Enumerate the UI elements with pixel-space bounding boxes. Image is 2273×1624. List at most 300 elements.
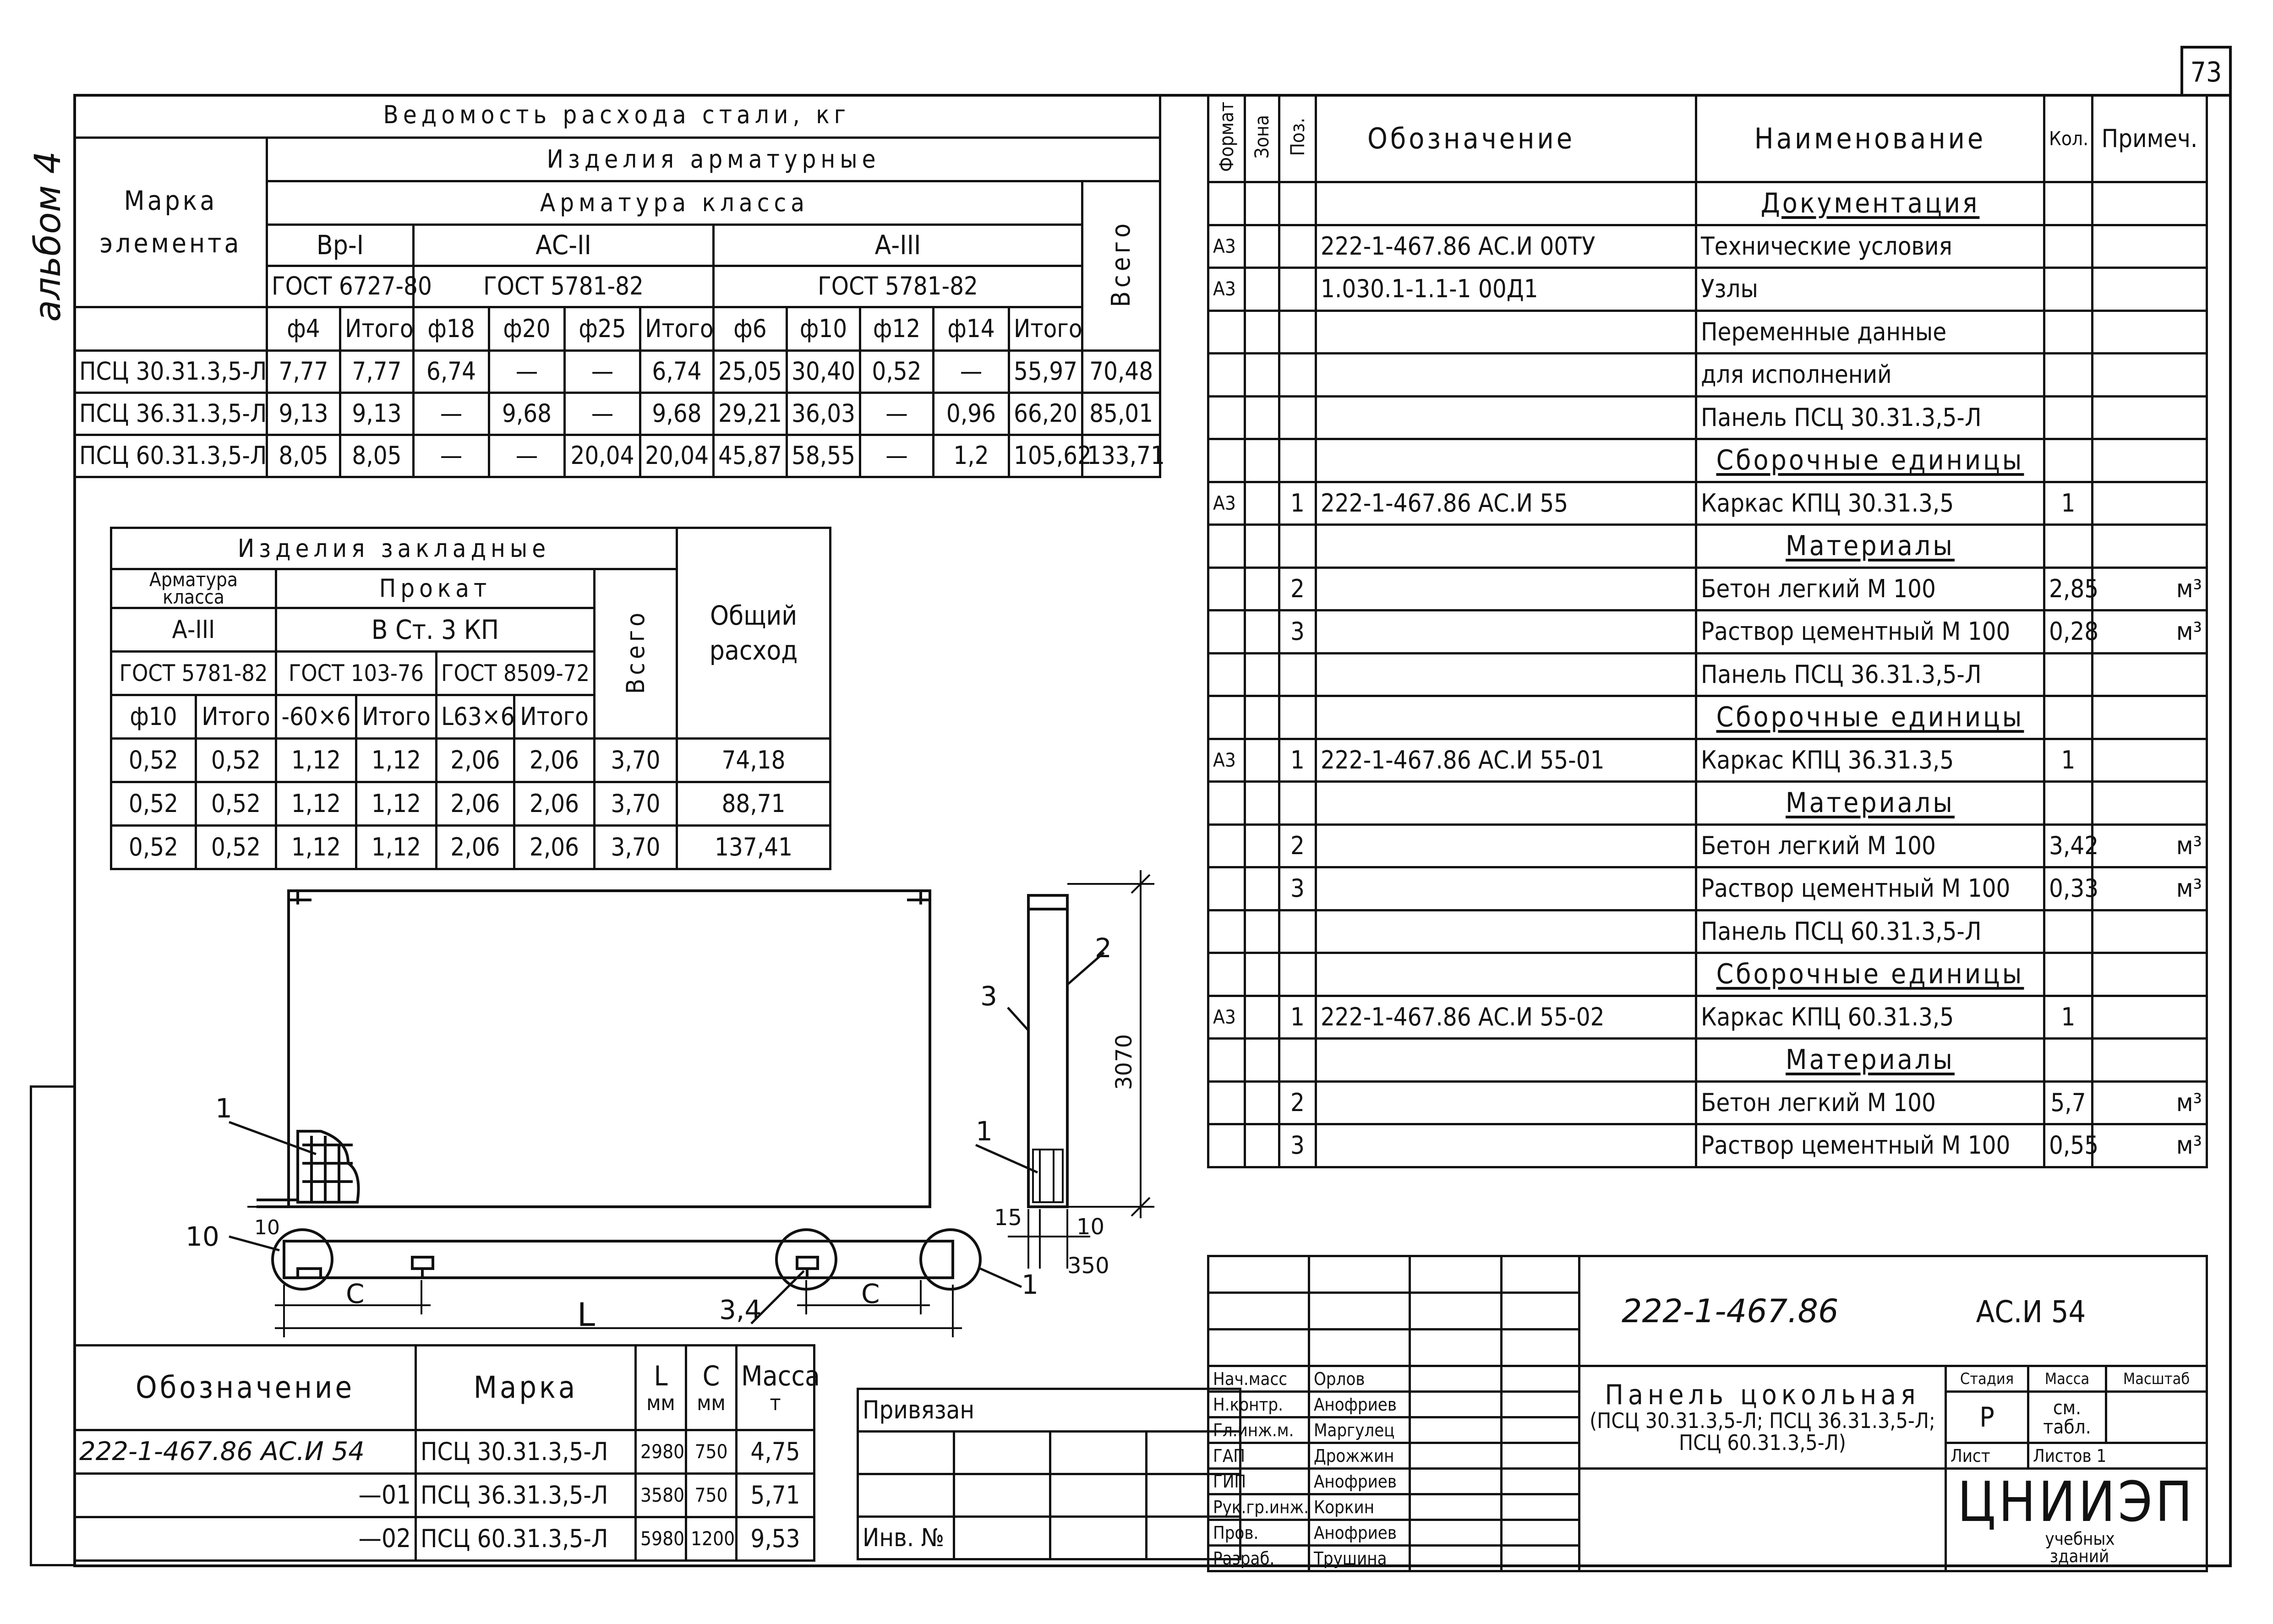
date-cell bbox=[1502, 1546, 1579, 1571]
steel-value: 1,2 bbox=[934, 435, 1009, 477]
title-cell bbox=[1579, 1366, 1946, 1469]
spec-qty: 3,42 bbox=[2044, 824, 2093, 867]
spec-designation: 222-1-467.86 АС.И 55-02 bbox=[1316, 996, 1696, 1039]
column-header: Итого bbox=[340, 307, 414, 350]
date-cell bbox=[1502, 1443, 1579, 1469]
steel-value: 20,04 bbox=[640, 435, 714, 477]
dim-350: 350 bbox=[1067, 1253, 1109, 1279]
embedded-value: 3,70 bbox=[595, 739, 677, 782]
spec-name: Бетон легкий М 100 bbox=[1696, 1081, 2044, 1124]
spec-name: Бетон легкий М 100 bbox=[1696, 824, 2044, 867]
spec-section-title: Материалы bbox=[1696, 525, 2044, 568]
table-row bbox=[1208, 1256, 2207, 1293]
spec-pos: 1 bbox=[1279, 996, 1316, 1039]
inventory-label: Инв. № bbox=[858, 1517, 954, 1559]
steel-value: 36,03 bbox=[787, 392, 860, 435]
staff-name: Анофриев bbox=[1309, 1520, 1410, 1546]
spec-format: А3 bbox=[1208, 225, 1245, 268]
label-pos-34: 3,4 bbox=[719, 1294, 762, 1325]
spec-section-title: Материалы bbox=[1696, 1039, 2044, 1082]
blank-cell bbox=[954, 1432, 1050, 1474]
signature-cell bbox=[1410, 1443, 1502, 1469]
spec-section-title: Сборочные единицы bbox=[1696, 439, 2044, 482]
column-header: ф25 bbox=[565, 307, 640, 350]
embedded-title: Изделия закладные bbox=[111, 528, 677, 569]
spec-pos: 3 bbox=[1279, 1124, 1316, 1167]
label-pos-3: 3 bbox=[980, 981, 997, 1012]
embedded-value: 2,06 bbox=[437, 782, 514, 826]
embedded-value: 88,71 bbox=[677, 782, 831, 826]
album-label: альбом 4 bbox=[27, 151, 69, 322]
column-header: ф10 bbox=[111, 695, 196, 739]
column-header: ф14 bbox=[934, 307, 1009, 350]
sheets-label: Листов 1 bbox=[2028, 1443, 2207, 1469]
header-mass-unit: т bbox=[770, 1390, 781, 1415]
organization-name: ЦНИИЭП bbox=[1957, 1470, 2196, 1534]
steel-value: 55,97 bbox=[1009, 350, 1082, 392]
spec-pos: 1 bbox=[1279, 482, 1316, 525]
table-row bbox=[858, 1432, 1240, 1474]
blank-cell bbox=[1502, 1256, 1579, 1293]
header-name: Наименование bbox=[1696, 95, 2044, 182]
spec-section-title: Сборочные единицы bbox=[1696, 953, 2044, 996]
variant-mass: 4,75 bbox=[737, 1430, 814, 1474]
blank-cell bbox=[1410, 1293, 1502, 1330]
header-qty: Кол. bbox=[2044, 95, 2093, 182]
spec-designation: 222-1-467.86 АС.И 55-01 bbox=[1316, 739, 1696, 782]
column-header: L63×6 bbox=[437, 695, 514, 739]
staff-name: Анофриев bbox=[1309, 1469, 1410, 1494]
blank-cell bbox=[1208, 1256, 1309, 1293]
embedded-value: 2,06 bbox=[437, 826, 514, 869]
date-cell bbox=[1502, 1417, 1579, 1443]
blank-cell bbox=[1050, 1517, 1147, 1559]
panel-elevation bbox=[289, 891, 930, 1207]
steel-value: 7,77 bbox=[267, 350, 340, 392]
blank-cell bbox=[954, 1517, 1050, 1559]
embedded-value: 2,06 bbox=[514, 739, 595, 782]
staff-role: Н.контр. bbox=[1208, 1392, 1309, 1417]
header-c-label: C bbox=[702, 1360, 720, 1392]
header-c-unit: мм bbox=[697, 1390, 726, 1415]
group-gost: ГОСТ 5781-82 bbox=[714, 266, 1082, 307]
mass-header: Масса bbox=[2028, 1366, 2106, 1392]
spec-name: Узлы bbox=[1696, 268, 2044, 311]
table-row bbox=[75, 1474, 814, 1517]
steel-value: — bbox=[565, 350, 640, 392]
column-header: ф4 bbox=[267, 307, 340, 350]
signature-cell bbox=[1410, 1469, 1502, 1494]
steel-value: 6,74 bbox=[414, 350, 489, 392]
column-header: ф12 bbox=[860, 307, 934, 350]
variant-c: 1200 bbox=[686, 1517, 737, 1561]
blank-cell bbox=[858, 1432, 954, 1474]
embedded-total-header-text: Всего bbox=[621, 609, 650, 694]
gost-strip: ГОСТ 103-76 bbox=[276, 652, 437, 695]
steel-value: 105,62 bbox=[1009, 435, 1082, 477]
blank-cell bbox=[1309, 1330, 1410, 1366]
embedded-value: 137,41 bbox=[677, 826, 831, 869]
header-c bbox=[686, 1346, 737, 1430]
element-mark: ПСЦ 60.31.3,5-Л bbox=[75, 435, 267, 477]
dim-15: 15 bbox=[994, 1205, 1022, 1231]
rebar-class-header: Арматура класса bbox=[111, 569, 276, 608]
embedded-value: 0,52 bbox=[196, 739, 276, 782]
spec-name: Технические условия bbox=[1696, 225, 2044, 268]
variant-length: 5980 bbox=[636, 1517, 686, 1561]
column-header: Итого bbox=[1009, 307, 1082, 350]
spec-format: А3 bbox=[1208, 268, 1245, 311]
steel-value: 9,68 bbox=[489, 392, 565, 435]
header-length-unit: мм bbox=[646, 1390, 675, 1415]
steel-value: 7,77 bbox=[340, 350, 414, 392]
header-mass-label: Масса bbox=[741, 1360, 820, 1392]
embedded-value: 1,12 bbox=[356, 826, 437, 869]
steel-value: 66,20 bbox=[1009, 392, 1082, 435]
steel-value: 25,05 bbox=[714, 350, 787, 392]
steel-value: 29,21 bbox=[714, 392, 787, 435]
gost-rebar: ГОСТ 5781-82 bbox=[111, 652, 276, 695]
title-block-grid bbox=[1207, 1255, 2208, 1572]
stage-value: Р bbox=[1946, 1392, 2028, 1443]
embedded-value: 0,52 bbox=[196, 782, 276, 826]
spec-name: Переменные данные bbox=[1696, 311, 2044, 354]
spec-name: Каркас КПЦ 36.31.3,5 bbox=[1696, 739, 2044, 782]
spec-note: м³ bbox=[2093, 824, 2207, 867]
blank-cell bbox=[858, 1474, 954, 1517]
embedded-value: 3,70 bbox=[595, 826, 677, 869]
steel-title: Ведомость расхода стали, кг bbox=[75, 94, 1160, 137]
document-code: 222-1-467.86 bbox=[1622, 1292, 1839, 1330]
mark-header: Марка элемента bbox=[75, 137, 267, 307]
embedded-value: 1,12 bbox=[276, 782, 356, 826]
steel-value: 85,01 bbox=[1082, 392, 1160, 435]
header-designation: Обозначение bbox=[1316, 95, 1696, 182]
steel-value: 58,55 bbox=[787, 435, 860, 477]
spec-note: м³ bbox=[2093, 867, 2207, 910]
staff-name: Маргулец bbox=[1309, 1417, 1410, 1443]
variants-table-grid bbox=[73, 1344, 820, 1562]
steel-value: — bbox=[414, 392, 489, 435]
column-header: Итого bbox=[514, 695, 595, 739]
dim-3070: 3070 bbox=[1111, 1034, 1137, 1090]
label-pos-1b: 1 bbox=[1022, 1269, 1038, 1300]
steel-value: 9,13 bbox=[340, 392, 414, 435]
spec-qty: 1 bbox=[2044, 996, 2093, 1039]
signature-cell bbox=[1410, 1417, 1502, 1443]
column-header: -60×6 bbox=[276, 695, 356, 739]
detail-circle-left bbox=[273, 1230, 332, 1289]
header-pos-text: Поз. bbox=[1286, 118, 1309, 156]
signature-cell bbox=[1410, 1494, 1502, 1520]
steel-value: 8,05 bbox=[267, 435, 340, 477]
group-name: А-III bbox=[714, 224, 1082, 266]
spec-qty: 0,55 bbox=[2044, 1124, 2093, 1167]
signature-cell bbox=[1410, 1366, 1502, 1392]
class-header: Арматура класса bbox=[267, 181, 1082, 224]
table-row bbox=[75, 1517, 814, 1561]
header-zone-text: Зона bbox=[1251, 115, 1273, 159]
embedded-value: 2,06 bbox=[437, 739, 514, 782]
organization-sub: учебных зданий bbox=[2045, 1528, 2115, 1566]
signature-cell bbox=[1410, 1392, 1502, 1417]
steel-value: — bbox=[565, 392, 640, 435]
variant-mark: ПСЦ 60.31.3,5-Л bbox=[416, 1517, 636, 1561]
variant-mark: ПСЦ 36.31.3,5-Л bbox=[416, 1474, 636, 1517]
code-cell bbox=[1579, 1256, 2207, 1366]
spec-designation: 222-1-467.86 АС.И 00ТУ bbox=[1316, 225, 1696, 268]
embedded-value: 2,06 bbox=[514, 782, 595, 826]
items-header: Изделия арматурные bbox=[267, 137, 1160, 181]
steel-value: 8,05 bbox=[340, 435, 414, 477]
sheet-label: Лист bbox=[1946, 1443, 2028, 1469]
staff-role: Гл.инж.м. bbox=[1208, 1417, 1309, 1443]
variant-designation: —02 bbox=[75, 1517, 416, 1561]
variant-designation: 222-1-467.86 АС.И 54 bbox=[75, 1430, 416, 1474]
spec-qty: 1 bbox=[2044, 739, 2093, 782]
steel-value: — bbox=[860, 435, 934, 477]
embedded-value: 0,52 bbox=[111, 826, 196, 869]
steel-value: — bbox=[934, 350, 1009, 392]
variant-mark: ПСЦ 30.31.3,5-Л bbox=[416, 1430, 636, 1474]
blank-cell bbox=[1502, 1293, 1579, 1330]
spec-name: Панель ПСЦ 30.31.3,5-Л bbox=[1696, 396, 2044, 439]
dim-c-left: C bbox=[346, 1278, 365, 1309]
table-row bbox=[858, 1389, 1240, 1432]
embedded-value: 1,12 bbox=[276, 826, 356, 869]
steel-value: 70,48 bbox=[1082, 350, 1160, 392]
stage-header: Стадия bbox=[1946, 1366, 2028, 1392]
total-header-text: Всего bbox=[1106, 219, 1136, 307]
steel-value: 133,71 bbox=[1082, 435, 1160, 477]
attached-label: Привязан bbox=[858, 1389, 1240, 1432]
title-line: Панель цокольная bbox=[1605, 1379, 1920, 1411]
panel-plan bbox=[284, 1241, 953, 1278]
staff-role: ГИП bbox=[1208, 1469, 1309, 1494]
embedded-value: 2,06 bbox=[514, 826, 595, 869]
steel-value: 9,68 bbox=[640, 392, 714, 435]
dim-10b: 10 bbox=[1076, 1214, 1105, 1240]
embedded-value: 1,12 bbox=[356, 739, 437, 782]
header-length-label: L bbox=[654, 1360, 668, 1392]
column-header: Итого bbox=[640, 307, 714, 350]
column-header: ф10 bbox=[787, 307, 860, 350]
steel-value: 9,13 bbox=[267, 392, 340, 435]
embedded-value: 74,18 bbox=[677, 739, 831, 782]
embedded-value: 1,12 bbox=[276, 739, 356, 782]
spec-note: м³ bbox=[2093, 567, 2207, 610]
group-gost: ГОСТ 6727-80 bbox=[267, 266, 414, 307]
steel-grade: В Ст. 3 КП bbox=[276, 608, 595, 652]
spec-designation: 1.030.1-1.1-1 00Д1 bbox=[1316, 268, 1696, 311]
sheet-number-box: 73 bbox=[2180, 46, 2232, 97]
variant-designation: —01 bbox=[75, 1474, 416, 1517]
label-pos-10: 10 bbox=[186, 1221, 219, 1252]
spec-designation: 222-1-467.86 АС.И 55 bbox=[1316, 482, 1696, 525]
embedded-value: 1,12 bbox=[356, 782, 437, 826]
embedded-value: 0,52 bbox=[111, 739, 196, 782]
signature-cell bbox=[1410, 1520, 1502, 1546]
header-designation: Обозначение bbox=[75, 1346, 416, 1430]
label-pos-2: 2 bbox=[1095, 932, 1112, 964]
header-mass bbox=[737, 1346, 820, 1430]
dim-l: L bbox=[577, 1296, 595, 1334]
blank-cell bbox=[1208, 1330, 1309, 1366]
label-pos-1a: 1 bbox=[215, 1093, 232, 1124]
spec-note: м³ bbox=[2093, 1081, 2207, 1124]
header-length bbox=[636, 1346, 686, 1430]
table-row bbox=[1208, 1469, 2207, 1494]
steel-value: 0,52 bbox=[860, 350, 934, 392]
embedded-value: 0,52 bbox=[196, 826, 276, 869]
date-cell bbox=[1502, 1366, 1579, 1392]
table-row bbox=[1208, 1366, 2207, 1392]
spec-pos: 2 bbox=[1279, 1081, 1316, 1124]
blank-cell bbox=[1579, 1469, 1946, 1571]
table-row bbox=[858, 1517, 1240, 1559]
column-header: Итого bbox=[356, 695, 437, 739]
variant-mass: 5,71 bbox=[737, 1474, 814, 1517]
date-cell bbox=[1502, 1520, 1579, 1546]
spec-name: для исполнений bbox=[1696, 354, 2044, 397]
steel-value: — bbox=[860, 392, 934, 435]
dim-c-right: C bbox=[861, 1278, 880, 1309]
title-line: (ПСЦ 30.31.3,5-Л; ПСЦ 36.31.3,5-Л; bbox=[1590, 1408, 1935, 1433]
title-line: ПСЦ 60.31.3,5-Л) bbox=[1679, 1430, 1846, 1455]
steel-value: — bbox=[489, 350, 565, 392]
steel-value: 30,40 bbox=[787, 350, 860, 392]
signature-cell bbox=[1410, 1546, 1502, 1571]
variant-mass: 9,53 bbox=[737, 1517, 814, 1561]
blank-cell bbox=[1208, 1293, 1309, 1330]
spec-qty: 1 bbox=[2044, 482, 2093, 525]
spec-section-title: Материалы bbox=[1696, 782, 2044, 825]
blank-cell bbox=[1309, 1256, 1410, 1293]
staff-name: Коркин bbox=[1309, 1494, 1410, 1520]
staff-name: Дрожжин bbox=[1309, 1443, 1410, 1469]
scale-header: Масштаб bbox=[2106, 1366, 2207, 1392]
steel-value: — bbox=[489, 435, 565, 477]
table-row bbox=[75, 1430, 814, 1474]
spec-name: Панель ПСЦ 60.31.3,5-Л bbox=[1696, 910, 2044, 953]
spec-qty: 5,7 bbox=[2044, 1081, 2093, 1124]
group-name: АС-II bbox=[414, 224, 714, 266]
embedded-value: 0,52 bbox=[111, 782, 196, 826]
steel-value: 0,96 bbox=[934, 392, 1009, 435]
spec-name: Раствор цементный М 100 bbox=[1696, 610, 2044, 654]
spec-name: Каркас КПЦ 60.31.3,5 bbox=[1696, 996, 2044, 1039]
organization-cell bbox=[1946, 1469, 2207, 1571]
spec-note: м³ bbox=[2093, 1124, 2207, 1167]
dim-10a: 10 bbox=[254, 1216, 280, 1239]
detail-circle-right bbox=[921, 1230, 980, 1289]
staff-role: Разраб. bbox=[1208, 1546, 1309, 1571]
embedded-value: 3,70 bbox=[595, 782, 677, 826]
spec-note: м³ bbox=[2093, 610, 2207, 654]
staff-role: Пров. bbox=[1208, 1520, 1309, 1546]
table-row bbox=[858, 1474, 1240, 1517]
spec-pos: 3 bbox=[1279, 867, 1316, 910]
mass-value: см. табл. bbox=[2028, 1392, 2106, 1443]
staff-role: Рук.гр.инж. bbox=[1208, 1494, 1309, 1520]
staff-role: Нач.масс bbox=[1208, 1366, 1309, 1392]
spec-name: Каркас КПЦ 30.31.3,5 bbox=[1696, 482, 2044, 525]
binding-table bbox=[857, 1388, 1241, 1560]
overall-header: Общий расход bbox=[677, 528, 831, 739]
header-mark: Марка bbox=[416, 1346, 636, 1430]
spec-qty: 0,33 bbox=[2044, 867, 2093, 910]
staff-name: Анофриев bbox=[1309, 1392, 1410, 1417]
table-row bbox=[75, 1346, 814, 1430]
label-pos-1c: 1 bbox=[976, 1116, 993, 1147]
blank-cell bbox=[1502, 1330, 1579, 1366]
spec-qty: 0,28 bbox=[2044, 610, 2093, 654]
steel-value: 20,04 bbox=[565, 435, 640, 477]
spec-pos: 3 bbox=[1279, 610, 1316, 654]
spec-format: А3 bbox=[1208, 739, 1245, 782]
staff-name: Трушина bbox=[1309, 1546, 1410, 1571]
column-header: ф6 bbox=[714, 307, 787, 350]
variant-length: 3580 bbox=[636, 1474, 686, 1517]
blank-cell bbox=[1410, 1330, 1502, 1366]
header-format-text: Формат bbox=[1215, 102, 1238, 172]
date-cell bbox=[1502, 1469, 1579, 1494]
gost-angle: ГОСТ 8509-72 bbox=[437, 652, 595, 695]
column-header: ф20 bbox=[489, 307, 565, 350]
spec-name: Раствор цементный М 100 bbox=[1696, 867, 2044, 910]
spec-qty: 2,85 bbox=[2044, 567, 2093, 610]
spec-pos: 2 bbox=[1279, 567, 1316, 610]
header-note: Примеч. bbox=[2093, 95, 2207, 182]
blank-cell bbox=[954, 1474, 1050, 1517]
spec-section-title: Документация bbox=[1696, 182, 2044, 225]
column-header: Итого bbox=[196, 695, 276, 739]
panel-section bbox=[1028, 895, 1067, 1207]
blank-cell bbox=[1309, 1293, 1410, 1330]
sheet-code: АС.И 54 bbox=[1976, 1294, 2086, 1330]
rebar-class: А-III bbox=[111, 608, 276, 652]
blank-cell bbox=[1410, 1256, 1502, 1293]
element-mark: ПСЦ 30.31.3,5-Л bbox=[75, 350, 267, 392]
column-header: ф18 bbox=[414, 307, 489, 350]
corner-reinforcement bbox=[298, 1131, 359, 1202]
blank-cell bbox=[1050, 1432, 1147, 1474]
group-name: Bр-I bbox=[267, 224, 414, 266]
spec-name: Бетон легкий М 100 bbox=[1696, 567, 2044, 610]
rolled-header: Прокат bbox=[276, 569, 595, 608]
element-mark: ПСЦ 36.31.3,5-Л bbox=[75, 392, 267, 435]
scale-value bbox=[2106, 1392, 2207, 1443]
date-cell bbox=[1502, 1494, 1579, 1520]
spec-pos: 2 bbox=[1279, 824, 1316, 867]
steel-value: 6,74 bbox=[640, 350, 714, 392]
steel-value: 45,87 bbox=[714, 435, 787, 477]
date-cell bbox=[1502, 1392, 1579, 1417]
variant-c: 750 bbox=[686, 1430, 737, 1474]
variant-c: 750 bbox=[686, 1474, 737, 1517]
variant-length: 2980 bbox=[636, 1430, 686, 1474]
steel-value: — bbox=[414, 435, 489, 477]
spec-format: А3 bbox=[1208, 996, 1245, 1039]
staff-name: Орлов bbox=[1309, 1366, 1410, 1392]
staff-role: ГАП bbox=[1208, 1443, 1309, 1469]
blank-cell bbox=[1050, 1474, 1147, 1517]
spec-pos: 1 bbox=[1279, 739, 1316, 782]
group-gost: ГОСТ 5781-82 bbox=[414, 266, 714, 307]
spec-name: Панель ПСЦ 36.31.3,5-Л bbox=[1696, 653, 2044, 696]
spec-format: А3 bbox=[1208, 482, 1245, 525]
spec-section-title: Сборочные единицы bbox=[1696, 696, 2044, 739]
